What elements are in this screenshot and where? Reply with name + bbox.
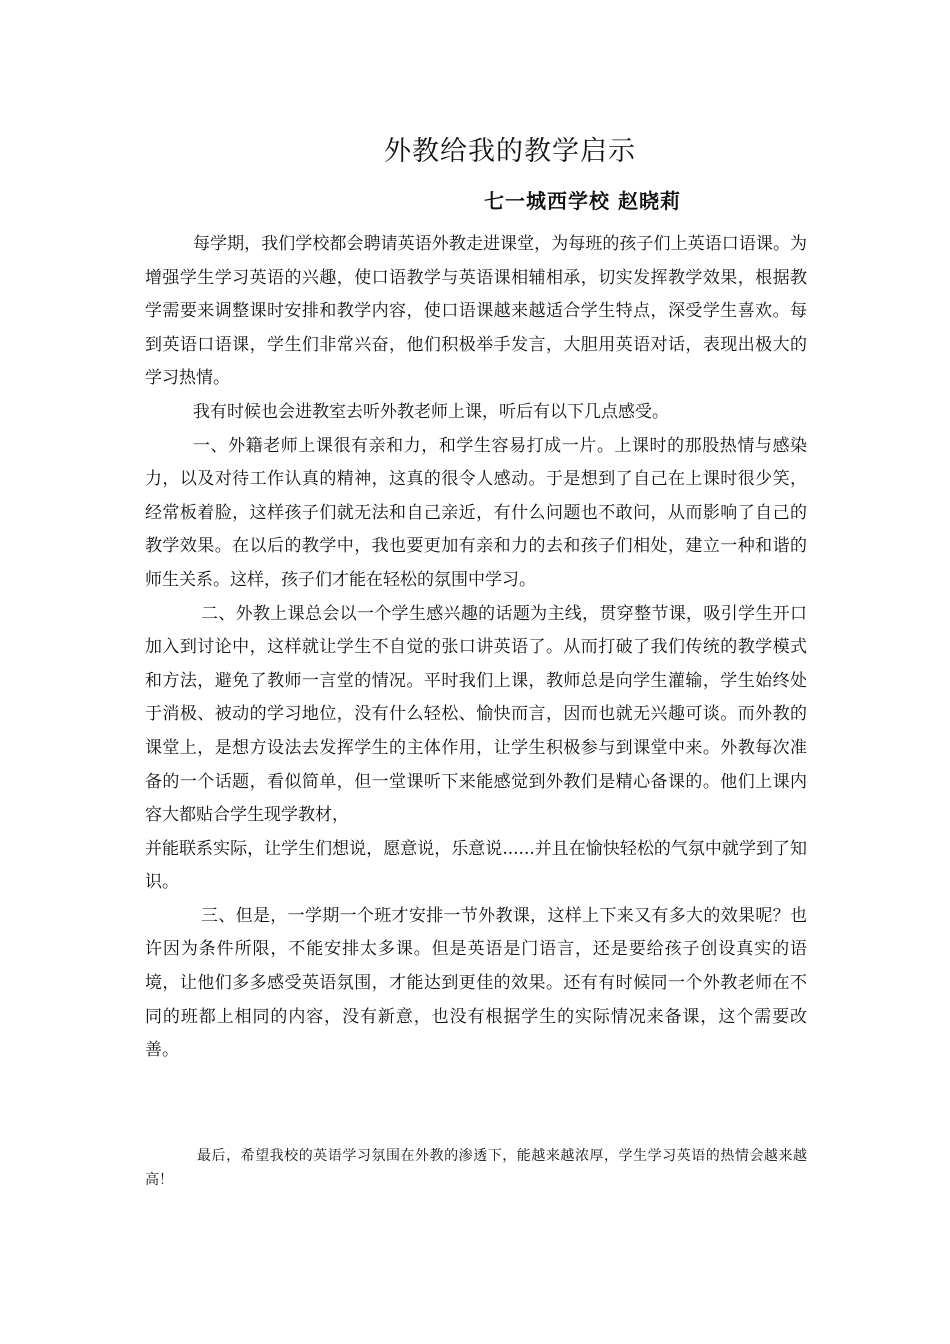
paragraph-point-three: 三、但是，一学期一个班才安排一节外教课，这样上下来又有多大的效果呢？也许因为条件所限，不能安排太多课。但是英语是门语言，还是要给孩子创设真实的语境，让他们多多感受英语氛围，才能达到更佳的效果。还有有时候同一个外教老师在不同的班都上相同的内容，没有新意，也没有根据学生的实际情况来备课，这个需要改善。	[145, 905, 807, 1061]
paragraph-point-two-continued: 并能联系实际，让学生们想说，愿意说，乐意说......并且在愉快轻松的气氛中就学到了知识。	[145, 838, 807, 893]
document-title: 外教给我的教学启示	[384, 136, 636, 167]
paragraph-closing: 最后，希望我校的英语学习氛围在外教的渗透下，能越来越浓厚，学生学习英语的热情会越来越高！	[145, 1148, 807, 1188]
paragraph-intro: 每学期，我们学校都会聘请英语外教走进课堂，为每班的孩子们上英语口语课。为增强学生学习英语的兴趣，使口语教学与英语课相辅相承，切实发挥教学效果，根据教学需要来调整课时安排和教学内容，使口语课越来越适合学生特点，深受学生喜欢。每到英语口语课，学生们非常兴奋，他们积极举手发言，大胆用英语对话，表现出极大的学习热情。	[145, 234, 807, 389]
document-body	[145, 228, 807, 1068]
paragraph-point-one: 一、外籍老师上课很有亲和力，和学生容易打成一片。上课时的那股热情与感染力，以及对待工作认真的精神，这真的很令人感动。于是想到了自己在上课时很少笑，经常板着脸，这样孩子们就无法和自己亲近，有什么问题也不敢问，从而影响了自己的教学效果。在以后的教学中，我也要更加有亲和力的去和孩子们相处，建立一种和谐的师生关系。这样，孩子们才能在轻松的氛围中学习。	[145, 435, 807, 590]
author-line: 七一城西学校 赵晓莉	[484, 189, 681, 213]
paragraph-point-two: 二、外教上课总会以一个学生感兴趣的话题为主线，贯穿整节课，吸引学生开口加入到讨论中，这样就让学生不自觉的张口讲英语了。从而打破了我们传统的教学模式和方法，避免了教师一言堂的情况。平时我们上课，教师总是向学生灌输，学生始终处于消极、被动的学习地位，没有什么轻松、愉快而言，因而也就无兴趣可谈。而外教的课堂上，是想方设法去发挥学生的主体作用，让学生积极参与到课堂中来。外教每次准备的一个话题，看似简单，但一堂课听下来能感觉到外教们是精心备课的。他们上课内容大都贴合学生现学教材，	[145, 603, 807, 826]
paragraph-observation: 我有时候也会进教室去听外教老师上课，听后有以下几点感受。	[193, 401, 669, 422]
